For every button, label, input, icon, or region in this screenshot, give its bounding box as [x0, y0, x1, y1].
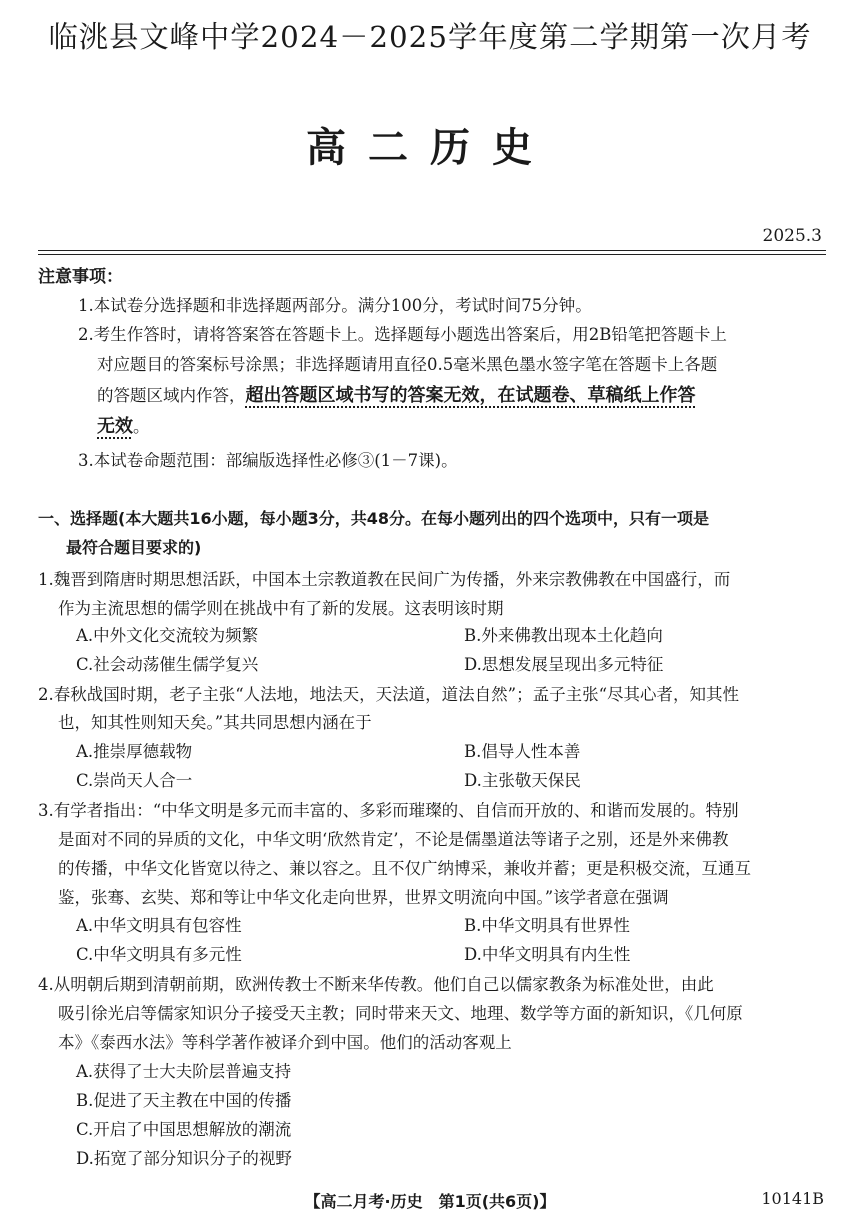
school-exam-title: 临洮县文峰中学2024－2025学年度第二学期第一次月考 [48, 20, 812, 54]
q3-option-d: D.中华文明具有内生性 [464, 945, 631, 964]
q3-stem-line-4: 鉴，张骞、玄奘、郑和等让中华文化走向世界，世界文明流向中国。”该学者意在强调 [58, 888, 669, 907]
page-footer [0, 1189, 860, 1212]
q4-stem-line-3: 本》《泰西水法》等科学著作被译介到中国。他们的活动客观上 [58, 1033, 512, 1052]
q1-stem-line-2: 作为主流思想的儒学则在挑战中有了新的发展。这表明该时期 [58, 599, 504, 618]
subject-title: 高二历史 [306, 125, 554, 171]
q2-option-b: B.倡导人性本善 [464, 742, 581, 761]
q2-option-a: A.推崇厚德载物 [76, 742, 193, 761]
q3-stem-line-1: 3.有学者指出：“中华文明是多元而丰富的、多彩而璀璨的、自信而开放的、和谐而发展的。特别 [38, 801, 739, 820]
notice-emphasis-end: 无效 [97, 416, 133, 437]
q3-option-b: B.中华文明具有世界性 [464, 916, 630, 935]
q2-stem-line-1: 2.春秋战国时期，老子主张“人法地，地法天，天法道，道法自然”；孟子主张“尽其心者，知其性 [38, 685, 740, 704]
header-rule-bottom [38, 254, 826, 255]
q2-stem-line-2: 也，知其性则知天矣。”其共同思想内涵在于 [58, 713, 372, 732]
notice-item-2-line-2: 对应题目的答案标号涂黑；非选择题请用直径0.5毫米黑色墨水签字笔在答题卡上各题 [97, 355, 718, 374]
q3-stem-line-2: 是面对不同的异质的文化，中华文明‘欣然肯定’，不论是儒墨道法等诸子之别，还是外来佛教 [58, 830, 729, 849]
notice-item-2-line-3 [97, 381, 696, 407]
footer-page-info: 【高二月考·历史 第1页(共6页)】 [304, 1192, 556, 1211]
q2-option-c: C.崇尚天人合一 [76, 771, 193, 790]
q1-option-a: A.中外文化交流较为频繁 [76, 626, 259, 645]
q4-option-c: C.开启了中国思想解放的潮流 [76, 1120, 292, 1139]
q1-option-b: B.外来佛教出现本土化趋向 [464, 626, 663, 645]
q1-option-c: C.社会动荡催生儒学复兴 [76, 655, 259, 674]
q3-stem-line-3: 的传播，中华文化皆宽以待之、兼以容之。且不仅广纳博采，兼收并蓄；更是积极交流，互通互 [58, 859, 751, 878]
section-heading-line-1: 一、选择题(本大题共16小题，每小题3分，共48分。在每小题列出的四个选项中，只有一项是 [38, 509, 709, 528]
q2-option-d: D.主张敬天保民 [464, 771, 581, 790]
footer-exam-code: 10141B [761, 1189, 824, 1208]
notice-item-3: 3.本试卷命题范围：部编版选择性必修③(1－7课)。 [78, 451, 458, 470]
notice-item-1: 1.本试卷分选择题和非选择题两部分。满分100分，考试时间75分钟。 [78, 296, 592, 315]
exam-date: 2025.3 [762, 226, 822, 246]
notice-item-2-line-4-end: 。 [133, 417, 150, 436]
q1-option-d: D.思想发展呈现出多元特征 [464, 655, 664, 674]
q4-option-b: B.促进了天主教在中国的传播 [76, 1091, 292, 1110]
notice-item-2-line-4 [97, 412, 150, 438]
q3-option-c: C.中华文明具有多元性 [76, 945, 242, 964]
notice-emphasis-text: 超出答题区域书写的答案无效，在试题卷、草稿纸上作答 [245, 385, 696, 406]
notice-heading: 注意事项： [38, 267, 123, 287]
notice-item-2-line-1: 2.考生作答时，请将答案答在答题卡上。选择题每小题选出答案后，用2B铅笔把答题卡上 [78, 325, 727, 344]
q1-stem-line-1: 1.魏晋到隋唐时期思想活跃，中国本土宗教道教在民间广为传播，外来宗教佛教在中国盛行，而 [38, 570, 731, 589]
q4-stem-line-1: 4.从明朝后期到清朝前期，欧洲传教士不断来华传教。他们自己以儒家教条为标准处世，由此 [38, 975, 714, 994]
header-rule-top [38, 250, 826, 251]
q4-option-d: D.拓宽了部分知识分子的视野 [76, 1149, 292, 1168]
q4-option-a: A.获得了士大夫阶层普遍支持 [76, 1062, 292, 1081]
notice-item-2-line-3-plain: 的答题区域内作答， [97, 386, 246, 405]
q4-stem-line-2: 吸引徐光启等儒家知识分子接受天主教；同时带来天文、地理、数学等方面的新知识，《几何原 [58, 1004, 743, 1023]
q3-option-a: A.中华文明具有包容性 [76, 916, 242, 935]
section-heading-line-2: 最符合题目要求的) [66, 538, 202, 557]
